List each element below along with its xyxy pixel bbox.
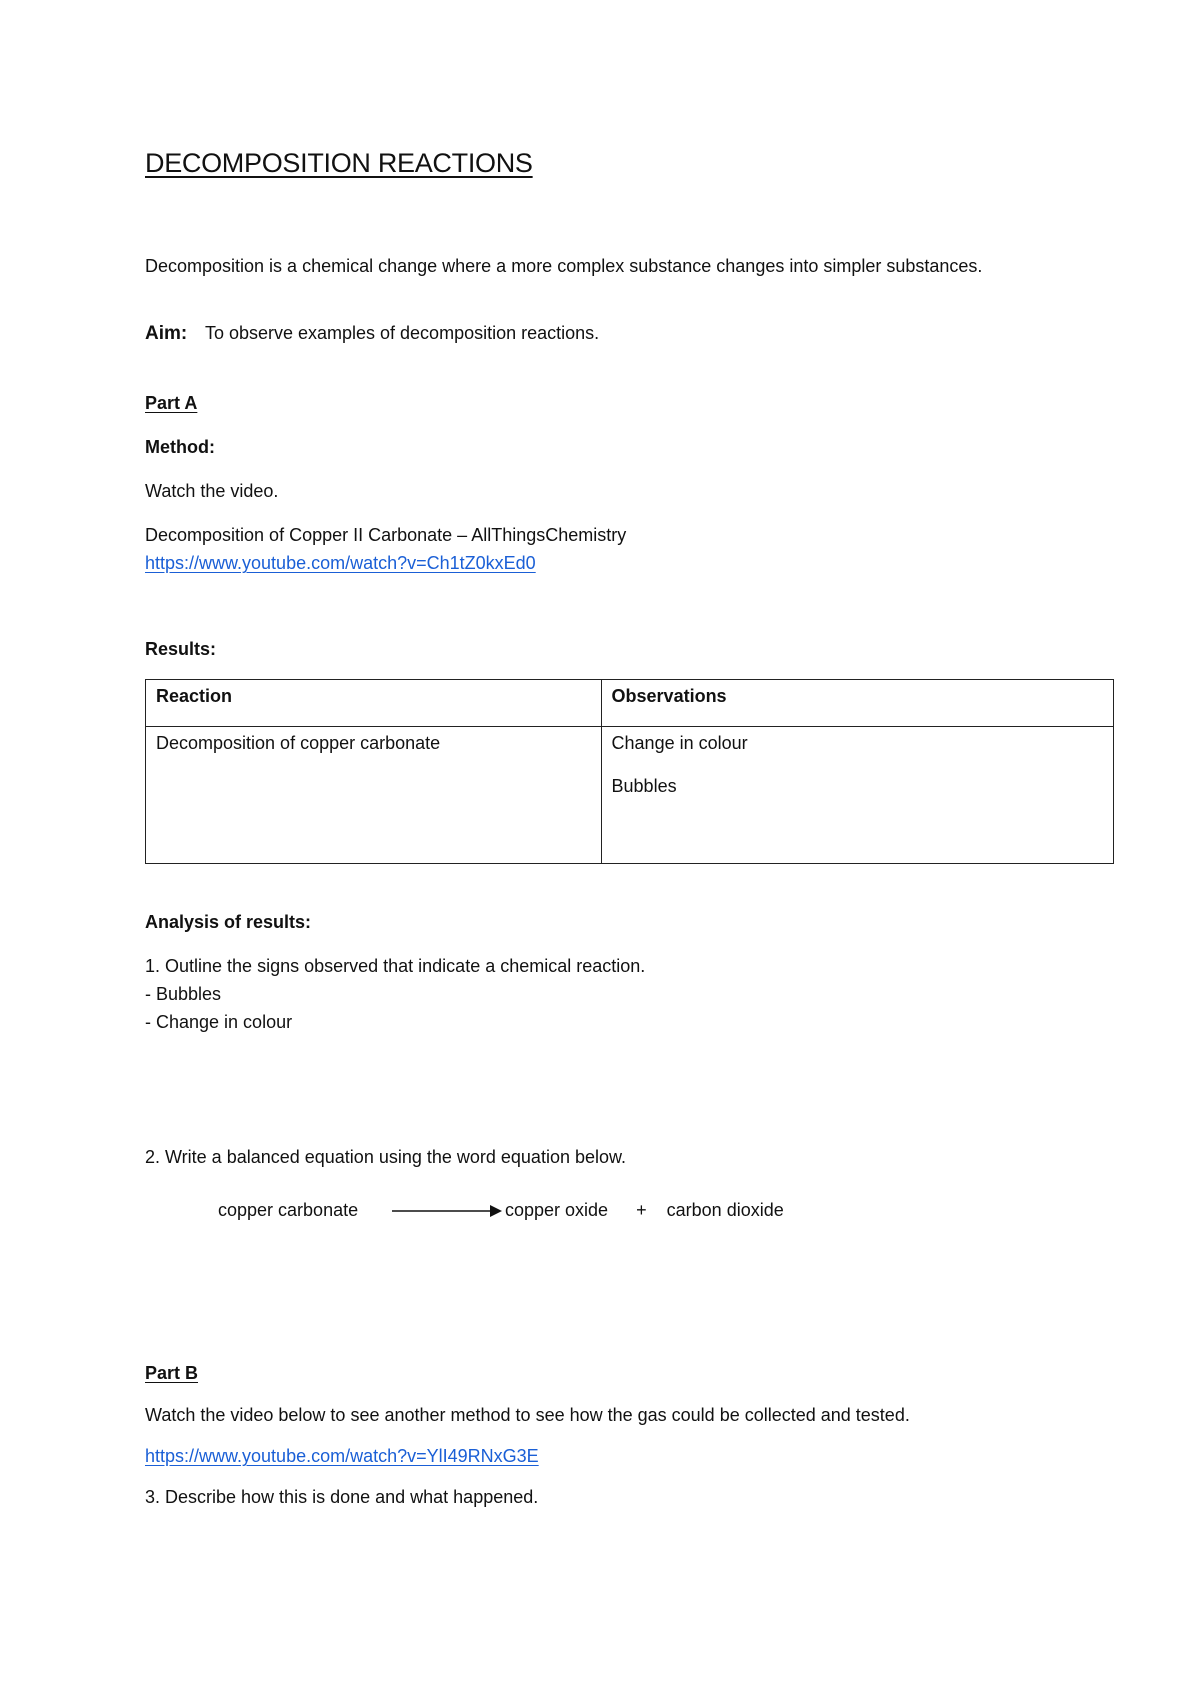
aim-line bbox=[145, 323, 599, 345]
answer-item: - Change in colour bbox=[145, 1012, 293, 1032]
column-header-observations: Observations bbox=[601, 680, 1113, 727]
results-label: Results: bbox=[145, 639, 217, 659]
equation-reactant: copper carbonate bbox=[218, 1200, 359, 1220]
reaction-cell: Decomposition of copper carbonate bbox=[146, 727, 602, 864]
page-title: DECOMPOSITION REACTIONS bbox=[145, 148, 533, 178]
aim-label: Aim: bbox=[145, 323, 188, 344]
method-text: Watch the video. bbox=[145, 481, 279, 501]
video-link-part-a[interactable]: https://www.youtube.com/watch?v=Ch1tZ0kxEd0 bbox=[145, 553, 536, 573]
table-header-row bbox=[146, 680, 1114, 727]
table-row bbox=[146, 727, 1114, 864]
analysis-label: Analysis of results: bbox=[145, 912, 312, 932]
column-header-reaction: Reaction bbox=[146, 680, 602, 727]
aim-text: To observe examples of decomposition reactions. bbox=[204, 323, 600, 343]
answer-item: - Bubbles bbox=[145, 984, 222, 1004]
results-table bbox=[145, 679, 1114, 864]
question-1: 1. Outline the signs observed that indicate a chemical reaction. bbox=[145, 956, 646, 976]
equation-product-2: carbon dioxide bbox=[666, 1200, 784, 1220]
part-a-heading: Part A bbox=[145, 393, 198, 413]
equation-products bbox=[505, 1200, 784, 1221]
observations-cell bbox=[601, 727, 1113, 864]
question-2: 2. Write a balanced equation using the word equation below. bbox=[145, 1147, 626, 1167]
observation-item: Change in colour bbox=[611, 733, 748, 753]
part-b-heading: Part B bbox=[145, 1363, 199, 1383]
equation-plus: + bbox=[636, 1200, 647, 1220]
part-b-instruction: Watch the video below to see another method to see how the gas could be collected and tested. bbox=[145, 1405, 910, 1425]
observation-item: Bubbles bbox=[611, 776, 677, 796]
equation-product-1: copper oxide bbox=[505, 1200, 609, 1220]
word-equation bbox=[218, 1200, 358, 1221]
intro-paragraph: Decomposition is a chemical change where a more complex substance changes into simpler substances. bbox=[145, 256, 983, 276]
question-3: 3. Describe how this is done and what happened. bbox=[145, 1487, 539, 1507]
method-label: Method: bbox=[145, 437, 215, 457]
reaction-arrow-icon bbox=[390, 1200, 505, 1222]
video-link-part-b[interactable]: https://www.youtube.com/watch?v=YlI49RNxG3E bbox=[145, 1446, 539, 1466]
video-title: Decomposition of Copper II Carbonate – AllThingsChemistry bbox=[145, 525, 627, 545]
